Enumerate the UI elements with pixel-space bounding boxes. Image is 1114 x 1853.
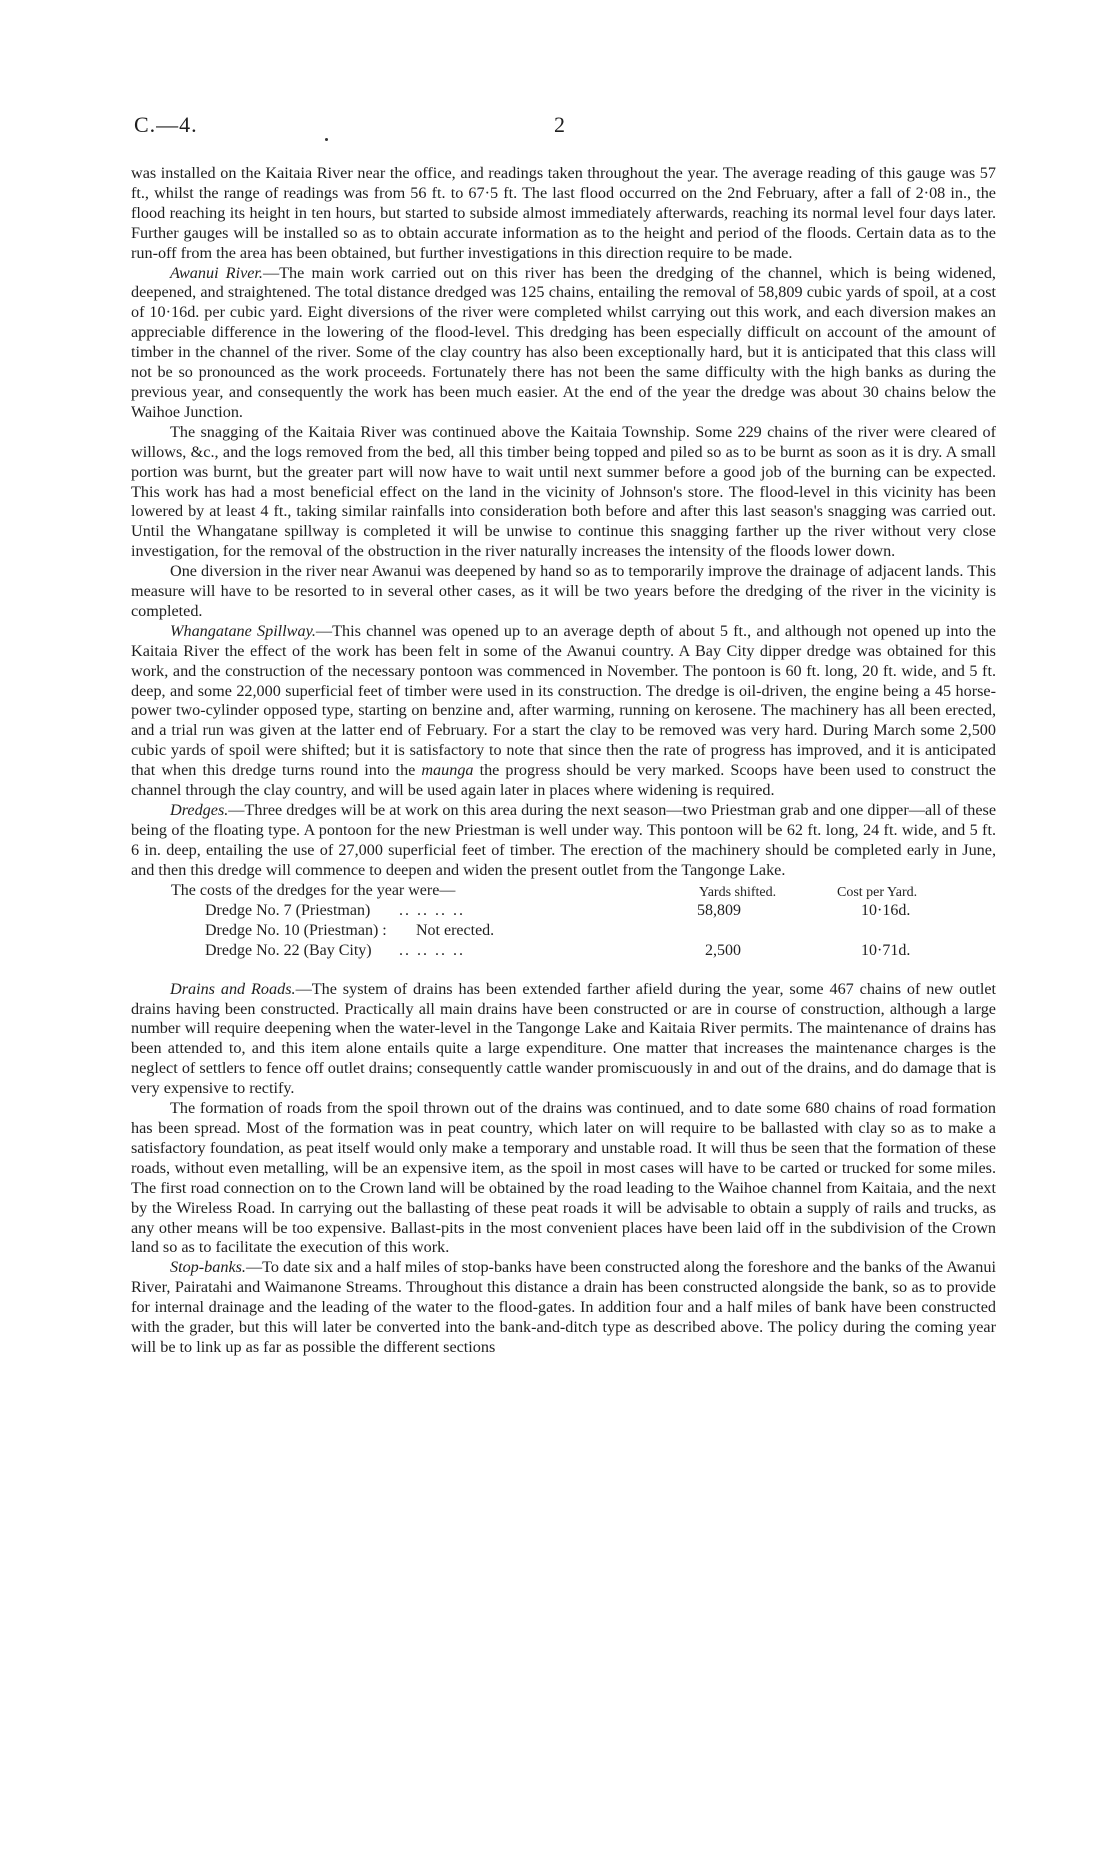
section-heading: Whangatane Spillway. — [170, 621, 316, 640]
paragraph-awanui-river: Awanui River.—The main work carried out on this river has been the dredging of the channel, which is being widened, deepened, and straightened. The total distance dredged was 125 chains, entailing the removal of 58,809 cubic yards of spoil, at a cost of 10·16d. per cubic yard. Eight diversions of the river were completed whilst carrying out this work, and each diversion makes an appreciable difference in the lowering of the flood-level. This dredging has been especially difficult on account of the amount of timber in the channel of the river. Some of the clay country has also been exceptionally hard, but it is anticipated that this class will not be so pronounced as the work proceeds. Fortunately there has not been the same difficulty with the high banks as during the previous year, and consequently the work has been much easier. At the end of the year the dredge was about 30 chains below the Waihoe Junction. — [131, 263, 996, 421]
table-row — [131, 941, 996, 961]
yards-shifted: 2,500 — [705, 941, 741, 959]
section-heading: Stop-banks. — [170, 1258, 246, 1277]
table-row — [131, 901, 996, 921]
paragraph: The formation of roads from the spoil thrown out of the drains was continued, and to date some 680 chains of road formation has been spread. Most of the formation was in peat country, which later on will require to be ballasted with clay so as to make a satisfactory foundation, as peat itself would only make a temporary and unstable road. It will thus be seen that the formation of these roads, without even metalling, will be an expensive item, as the spoil in most cases will have to be carted or trucked for some miles. The first road connection on to the Crown land will be obtained by the road leading to the Waihoe channel from Kaitaia, and the next by the Wireless Road. In carrying out the ballasting of these peat roads it will be advisable to obtain a supply of rails and trucks, as any other means will be too expensive. Ballast-pits in the most convenient places have been laid off in the subdivision of the Crown land so as to facilitate the execution of this work. — [131, 1099, 996, 1257]
section-heading: Drains and Roads. — [170, 979, 296, 998]
section-heading: Awanui River. — [170, 263, 263, 282]
column-header-cost: Cost per Yard. — [837, 884, 918, 900]
yards-shifted: 58,809 — [697, 901, 741, 919]
cost-per-yard: 10·71d. — [861, 941, 911, 959]
dredge-name: Dredge No. 10 (Priestman) : — [205, 921, 387, 939]
page-number: 2 — [554, 112, 565, 137]
column-header-yards: Yards shifted. — [699, 884, 777, 900]
paragraph-dredges: Dredges.—Three dredges will be at work on this area during the next season—two Priestman grab and one dipper—all of these being of the floating type. A pontoon for the new Priestman is well under way. This pontoon will be 62 ft. long, 24 ft. wide, and 5 ft. 6 in. deep, entailing the use of 27,000 superficial feet of timber. The erection of the machinery should be completed early in June, and then this dredge will commence to deepen and widen the present outlet from the Tangonge Lake. — [131, 801, 996, 879]
paragraph-stop-banks: Stop-banks.—To date six and a half miles of stop-banks have been constructed along the foreshore and the banks of the Awanui River, Pairatahi and Waimanone Streams. Throughout this distance a drain has been constructed alongside the bank, so as to provide for internal drainage and the leading of the water to the flood-gates. In addition four and a half miles of bank have been constructed with the grader, but this will later be converted into the bank-and-ditch type as described above. The policy during the coming year will be to link up as far as possible the different sections — [131, 1258, 996, 1356]
table-intro: The costs of the dredges for the year were— — [171, 881, 456, 899]
leader-dots: .. .. .. .. — [399, 901, 465, 919]
document-reference: C.—4. — [134, 112, 198, 137]
dredge-name: Dredge No. 22 (Bay City) — [205, 941, 372, 959]
dredge-name: Dredge No. 7 (Priestman) — [205, 901, 371, 919]
section-heading: Dredges. — [170, 801, 229, 819]
print-speck — [325, 138, 328, 141]
paragraph-drains-and-roads: Drains and Roads.—The system of drains has been extended farther afield during the year, some 467 chains of new outlet drains having been constructed. Practically all main drains have been constructed or are in course of construction, although a large number will require deepening when the water-level in the Tangonge Lake and Kaitaia River permits. The maintenance of drains has been attended to, and this item alone entails quite a large expenditure. One matter that increases the maintenance charges is the neglect of settlers to fence off outlet drains; consequently cattle wander promiscuously in and out of the drains, and do damage that is very expensive to rectify. — [131, 979, 996, 1098]
paragraph: was installed on the Kaitaia River near the office, and readings taken throughout the year. The average reading of this gauge was 57 ft., whilst the range of readings was from 56 ft. to 67·5 ft. The last flood occurred on the 2nd February, after a fall of 2·08 in., the flood reaching its height in ten hours, but started to subside almost immediately afterwards, reaching its normal level four days later. Further gauges will be installed so as to obtain accurate information as to the height and period of the floods. Certain data as to the run-off from the area has been obtained, but further investigations in this direction require to be made. — [131, 164, 996, 262]
paragraph: The snagging of the Kaitaia River was continued above the Kaitaia Township. Some 229 chains of the river were cleared of willows, &c., and the logs removed from the bed, all this timber being topped and piled so as to be burnt as soon as it is dry. A small portion was burnt, but the greater part will now have to wait until next summer before a good job of the burning can be expected. This work has had a most beneficial effect on the land in the vicinity of Johnson's store. The flood-level in this vicinity has been lowered by at least 4 ft., taking similar rainfalls into consideration both before and after this last season's snagging was carried out. Until the Whangatane spillway is completed it will be unwise to continue this snagging farther up the river without very close investigation, for the removal of the obstruction in the river naturally increases the intensity of the floods lower down. — [131, 422, 996, 561]
table-row — [131, 921, 996, 941]
document-body — [131, 164, 996, 1358]
leader-dots: .. .. .. .. — [399, 941, 465, 959]
paragraph: One diversion in the river near Awanui was deepened by hand so as to temporarily improve the drainage of adjacent lands. This measure will have to be resorted to in several other cases, as it will be two years before the dredging of the river in the vicinity is completed. — [131, 562, 996, 620]
dredge-cost-table — [131, 881, 996, 980]
dredge-note: Not erected. — [416, 921, 495, 939]
paragraph-whangatane-spillway: Whangatane Spillway.—This channel was opened up to an average depth of about 5 ft., and although not opened up into the Kaitaia River the effect of the work has been felt in some of the Awanui country. A Bay City dipper dredge was obtained for this work, and the construction of the necessary pontoon was commenced in November. The pontoon is 60 ft. long, 20 ft. wide, and 5 ft. deep, and some 22,000 superficial feet of timber were used in its construction. The dredge is oil-driven, the engine being a 45 horse-power two-cylinder opposed type, starting on benzine and, after warming, running on kerosene. The machinery has all been erected, and a trial run was given at the latter end of February. For a start the clay to be removed was very hard. During March some 2,500 cubic yards of spoil were shifted; but it is satisfactory to note that since then the rate of progress has improved, and it is anticipated that when this dredge turns round into the maunga the progress should be very marked. Scoops have been used to construct the channel through the clay country, and will be used again later in places where widening is required. — [131, 621, 996, 800]
cost-per-yard: 10·16d. — [861, 901, 911, 919]
